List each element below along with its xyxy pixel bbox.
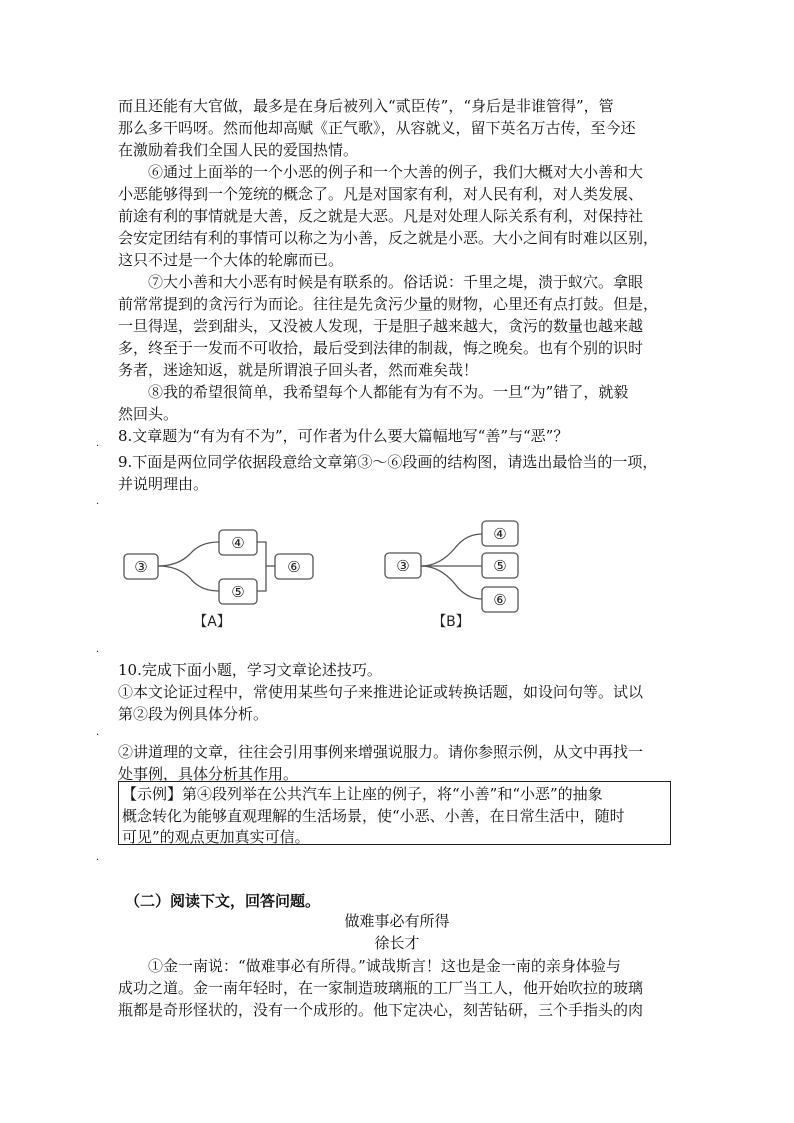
diagram-a-connector xyxy=(158,566,219,591)
passage-line: 会安定团结有利的事情可以称之为小善，反之就是小恶。大小之间有时难以区别， xyxy=(118,229,659,247)
passage-line: 多，终至于一发而不可收拾，最后受到法律的制裁，悔之晚矣。也有个别的识时 xyxy=(118,339,644,357)
passage-line: 前途有利的事情就是大善，反之就是大恶。凡是对处理人际关系有利，对保持社 xyxy=(118,207,644,225)
question-8: 8.文章题为“有为有不为”，可作者为什么要大篇幅地写“善”与“恶”？ xyxy=(118,427,569,445)
passage-line: ⑧我的希望很简单，我希望每个人都能有为有不为。一旦“为”错了，就毅 xyxy=(148,383,629,401)
diagram-a-label-3: ③ xyxy=(134,558,148,576)
diagram-a xyxy=(124,530,313,604)
passage-line: 那么多干吗呀。然而他却高赋《正气歌》，从容就义，留下英名万古传，至今还 xyxy=(118,119,636,137)
diagram-a-caption: 【A】 xyxy=(193,614,231,630)
diagram-a-label-6: ⑥ xyxy=(287,558,301,576)
diagram-b-label-4: ④ xyxy=(493,525,507,543)
section-heading: （二）阅读下文，回答问题。 xyxy=(125,892,321,910)
question-10-line: 第②段为例具体分析。 xyxy=(118,705,269,723)
answer-space-marker: · xyxy=(96,647,100,658)
answer-space-marker: · xyxy=(96,441,100,452)
diagram-b-caption: 【B】 xyxy=(432,614,470,630)
diagram-b-label-6: ⑥ xyxy=(493,591,507,609)
article-line: 成功之道。金一南年轻时，在一家制造玻璃瓶的工厂当工人，他开始吹拉的玻璃 xyxy=(118,979,644,997)
diagram-b-connector xyxy=(421,566,482,599)
question-10-line: ①本文论证过程中，常使用某些句子来推进论证或转换话题，如设问句等。试以 xyxy=(118,683,644,701)
diagram-b-label-3: ③ xyxy=(396,557,410,575)
structure-diagrams xyxy=(0,510,794,640)
question-10b-line: ②讲道理的文章，往往会引用事例来增强说服力。请你参照示例，从文中再找一 xyxy=(118,743,644,761)
passage-line: 这只不过是一个大体的轮廓而已。 xyxy=(118,251,344,269)
passage-line: 前常常提到的贪污行为而论。往往是先贪污少量的财物，心里还有点打鼓。但是， xyxy=(118,295,659,313)
passage-line: ⑦大小善和大小恶有时候是有联系的。俗话说：千里之堤，溃于蚁穴。拿眼 xyxy=(148,273,644,291)
passage-line: 一旦得逞，尝到甜头，又没被人发现，于是胆子越来越大，贪污的数量也越来越 xyxy=(118,317,644,335)
passage-line: 务者，迷途知返，就是所谓浪子回头者，然而难矣哉！ xyxy=(118,361,479,379)
question-9-line: 9.下面是两位同学依据段意给文章第③～⑥段画的结构图，请选出最恰当的一项， xyxy=(118,453,658,471)
diagram-b-connector xyxy=(421,534,482,566)
passage-line: ⑥通过上面举的一个小恶的例子和一个大善的例子，我们大概对大小善和大 xyxy=(148,163,644,181)
diagram-a-label-5: ⑤ xyxy=(231,583,245,601)
passage-line: 在激励着我们全国人民的爱国热情。 xyxy=(118,141,359,159)
answer-space-marker: · xyxy=(96,855,100,866)
example-line: 概念转化为能够直观理解的生活场景，使“小恶、小善，在日常生活中，随时 xyxy=(122,807,625,825)
article-line: ①金一南说：“做难事必有所得。”诚哉斯言！这也是金一南的亲身体验与 xyxy=(148,957,621,975)
question-10-line: 10.完成下面小题，学习文章论述技巧。 xyxy=(118,661,382,679)
diagram-a-label-4: ④ xyxy=(231,534,245,552)
passage-line: 然回头。 xyxy=(118,405,179,423)
article-author: 徐长才 xyxy=(374,934,420,952)
passage-line: 而且还能有大官做，最多是在身后被列入“贰臣传”，“身后是非谁管得”，管 xyxy=(118,97,614,115)
diagram-a-connector xyxy=(257,542,266,591)
answer-space-marker: · xyxy=(96,730,100,741)
diagram-b-label-5: ⑤ xyxy=(493,557,507,575)
article-line: 瓶都是奇形怪状的，没有一个成形的。他下定决心，刻苦钻研，三个手指头的肉 xyxy=(118,1001,644,1019)
answer-space-marker: · xyxy=(96,499,100,510)
question-9-line: 并说明理由。 xyxy=(118,475,209,493)
article-title: 做难事必有所得 xyxy=(344,912,450,930)
question-10b-line: 处事例，具体分析其作用。 xyxy=(118,765,299,783)
example-line: 【示例】第④段列举在公共汽车上让座的例子，将“小善”和“小恶”的抽象 xyxy=(122,785,603,803)
diagram-a-connector xyxy=(158,542,219,566)
example-line: 可见”的观点更加真实可信。 xyxy=(122,828,310,846)
passage-line: 小恶能够得到一个笼统的概念了。凡是对国家有利，对人民有利，对人类发展、 xyxy=(118,185,644,203)
